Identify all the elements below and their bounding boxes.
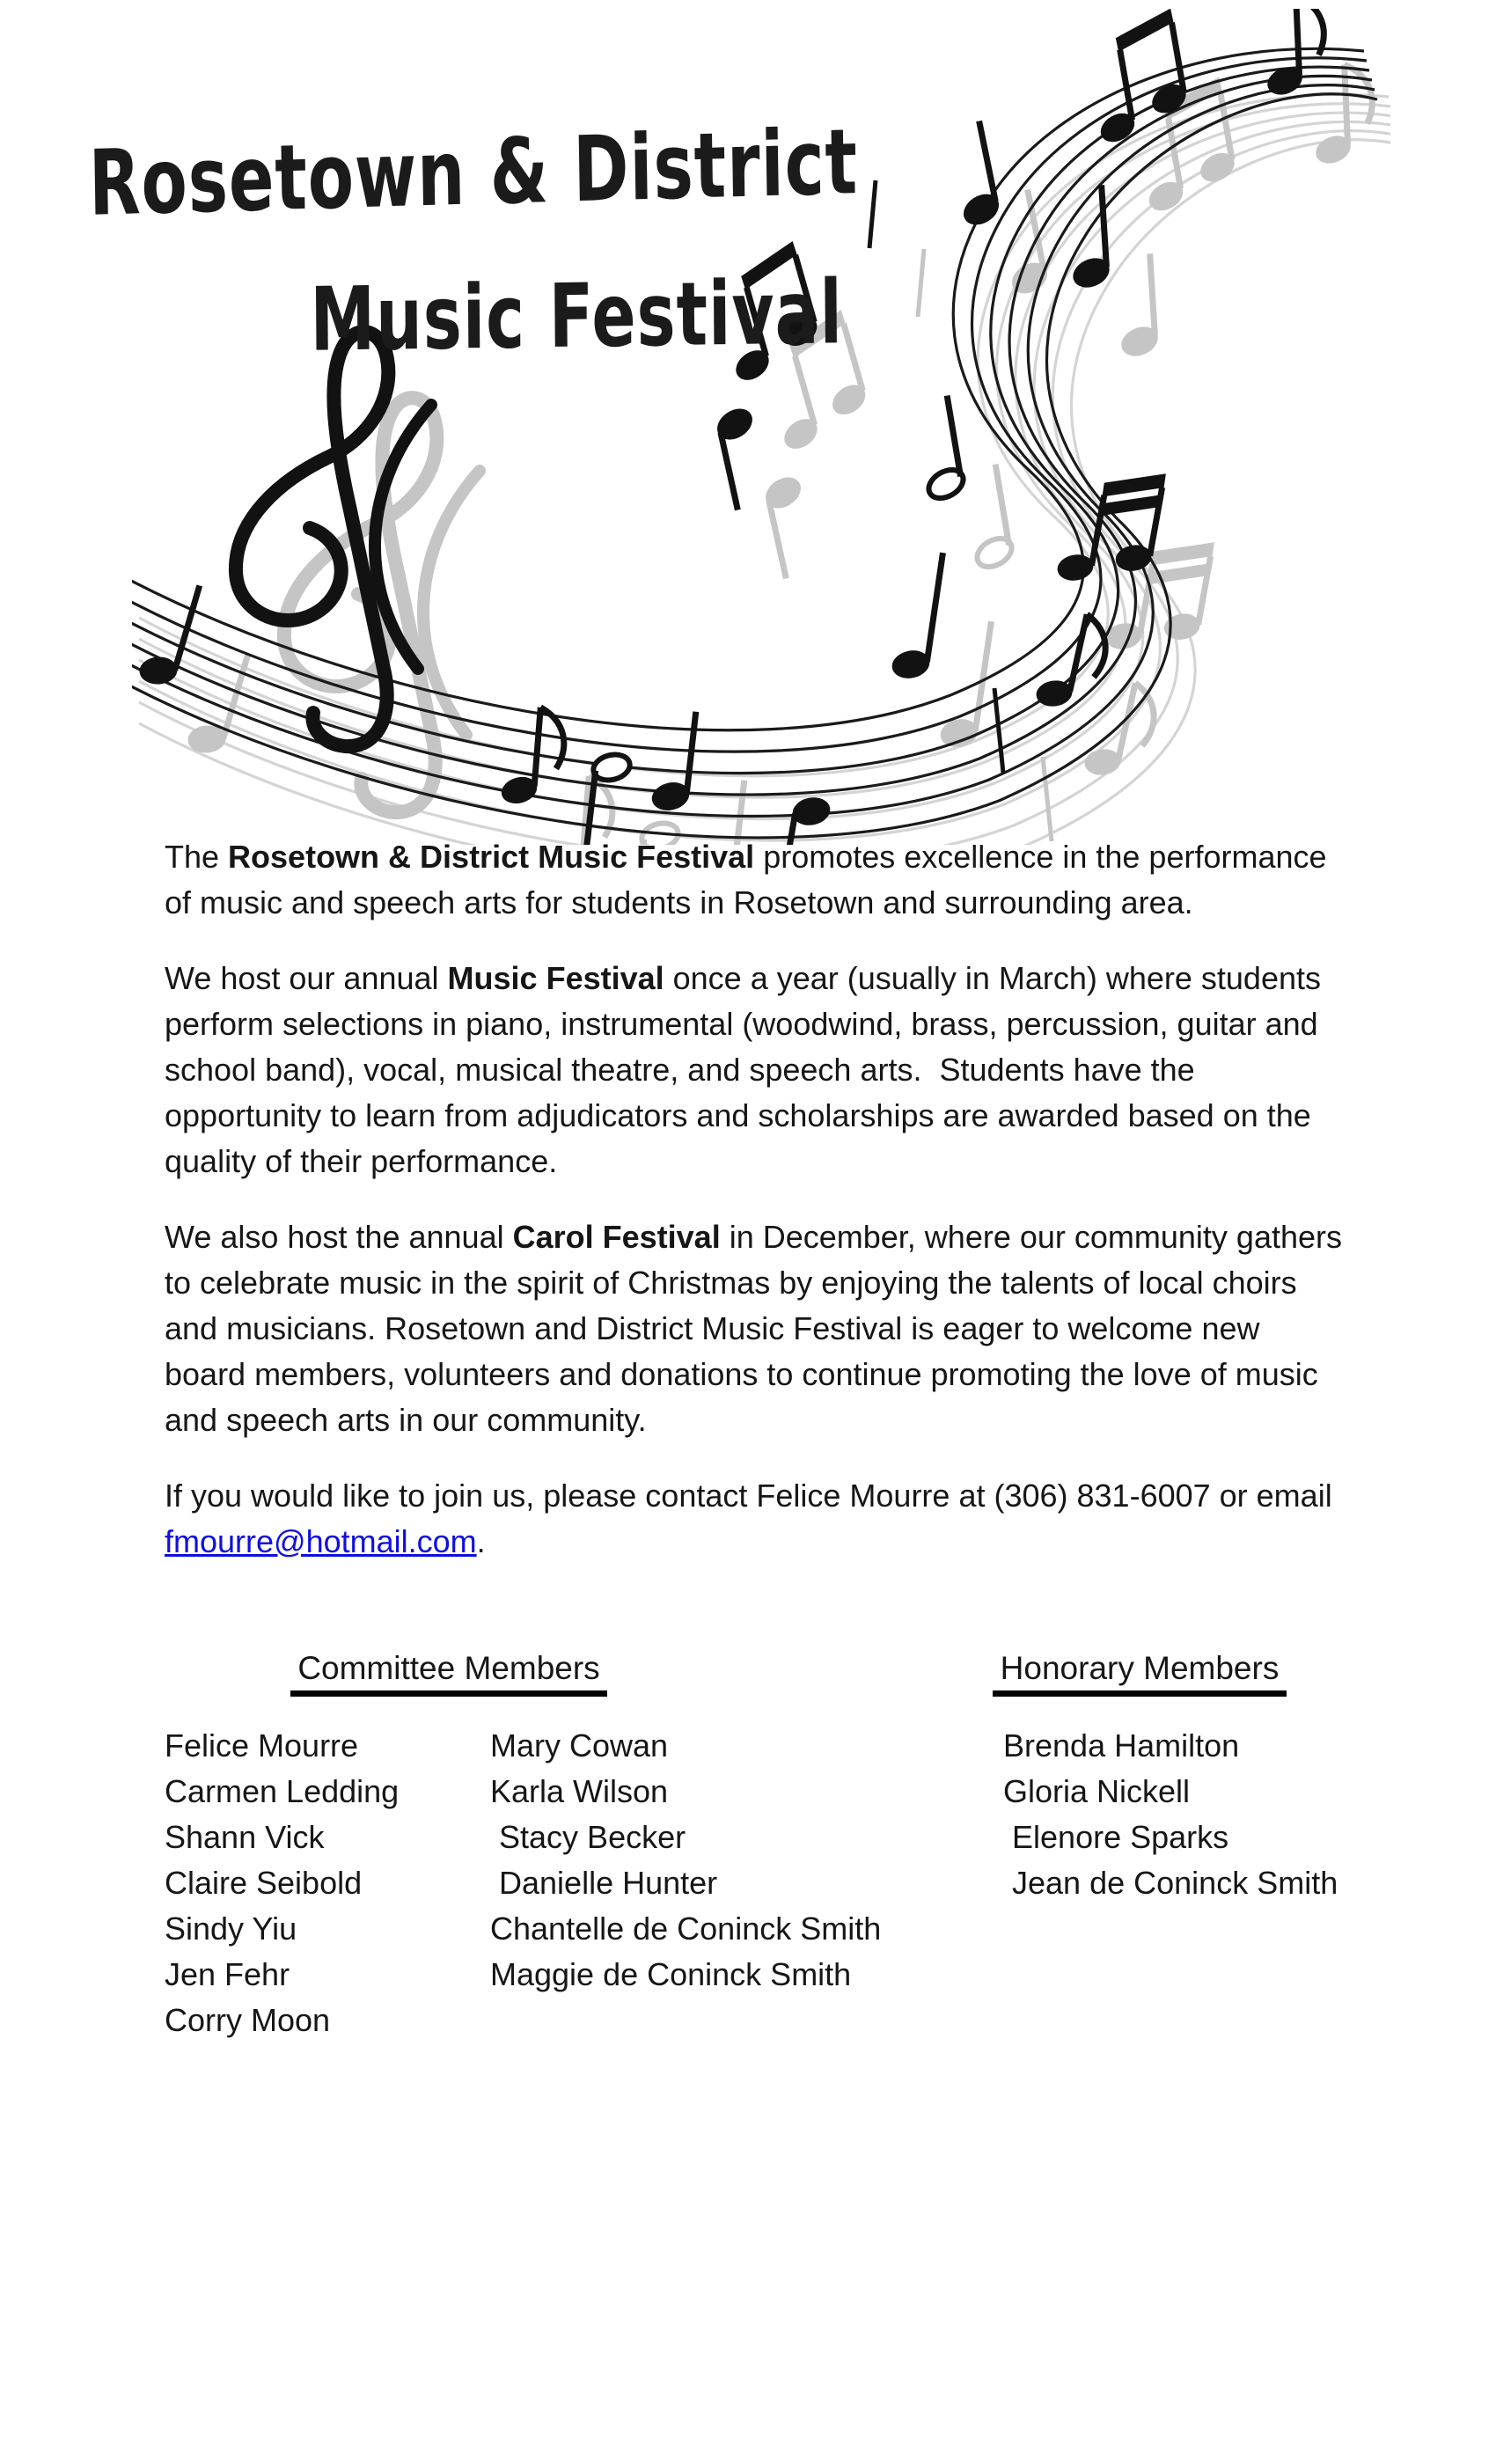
member-name: Mary Cowan: [490, 1727, 669, 1764]
honorary-members-heading: Honorary Members: [993, 1649, 1287, 1697]
paragraph: [165, 956, 1344, 1184]
committee-members-heading: Committee Members: [290, 1649, 607, 1697]
member-name: Carmen Ledding: [165, 1773, 400, 1809]
paragraph: [165, 1473, 1344, 1565]
paragraph: [165, 1214, 1344, 1443]
bold-text-run: Carol Festival: [512, 1219, 721, 1255]
paragraph: [165, 834, 1344, 926]
member-name: Elenore Sparks: [1003, 1819, 1229, 1855]
member-name: Shann Vick: [165, 1819, 325, 1855]
member-name: Karla Wilson: [490, 1773, 669, 1809]
text-run: If you would like to join us, please contact Felice Mourre at (306) 831-6007 or email: [165, 1478, 1332, 1514]
member-name: Corry Moon: [165, 2002, 331, 2038]
text-run: once a year (usually in March) where students perform selections in piano, instrumental (woodwind, brass, percussion, guitar and school band), vocal, musical theatre, and speech arts. Students have the opportunity to learn from adjudicators and scholarships are awarded based on the quality of their performance.: [165, 960, 1321, 1179]
text-run: We also host the annual: [165, 1219, 513, 1255]
member-name: Jean de Coninck Smith: [1003, 1865, 1338, 1901]
page-title-line-1: Rosetown & District: [88, 108, 859, 237]
member-name: Felice Mourre: [165, 1727, 359, 1764]
member-name: Brenda Hamilton: [1003, 1727, 1240, 1764]
member-name: Maggie de Coninck Smith: [490, 1956, 852, 1992]
member-name: Danielle Hunter: [490, 1865, 718, 1901]
body-paragraphs: [165, 834, 1344, 1595]
honorary-members-column: [1003, 1723, 1338, 1906]
committee-members-column-1: [165, 1723, 399, 2043]
text-run: .: [476, 1523, 486, 1559]
member-name: Claire Seibold: [165, 1865, 363, 1901]
page-title-line-2: Music Festival: [310, 261, 844, 372]
text-run: We host our annual: [165, 960, 448, 996]
bold-text-run: Rosetown & District Music Festival: [228, 839, 755, 875]
member-name: Chantelle de Coninck Smith: [490, 1910, 882, 1947]
member-name: Stacy Becker: [490, 1819, 686, 1855]
text-run: in December, where our community gathers to celebrate music in the spirit of Christmas by enjoying the talents of local choirs and musicians. Rosetown and District Music Festival is eager to welcome new board members, volunteers and donations to continue promoting the love of music and speech arts in our community.: [165, 1219, 1343, 1438]
member-name: Jen Fehr: [165, 1956, 290, 1992]
email-link[interactable]: fmourre@hotmail.com: [165, 1523, 477, 1559]
member-name: Sindy Yiu: [165, 1910, 297, 1947]
bold-text-run: Music Festival: [447, 960, 664, 996]
committee-members-column-2: [490, 1723, 881, 1998]
text-run: promotes excellence in the performance of music and speech arts for students in Rosetown and surrounding area.: [165, 839, 1327, 920]
member-name: Gloria Nickell: [1003, 1773, 1191, 1809]
text-run: The: [165, 839, 229, 875]
